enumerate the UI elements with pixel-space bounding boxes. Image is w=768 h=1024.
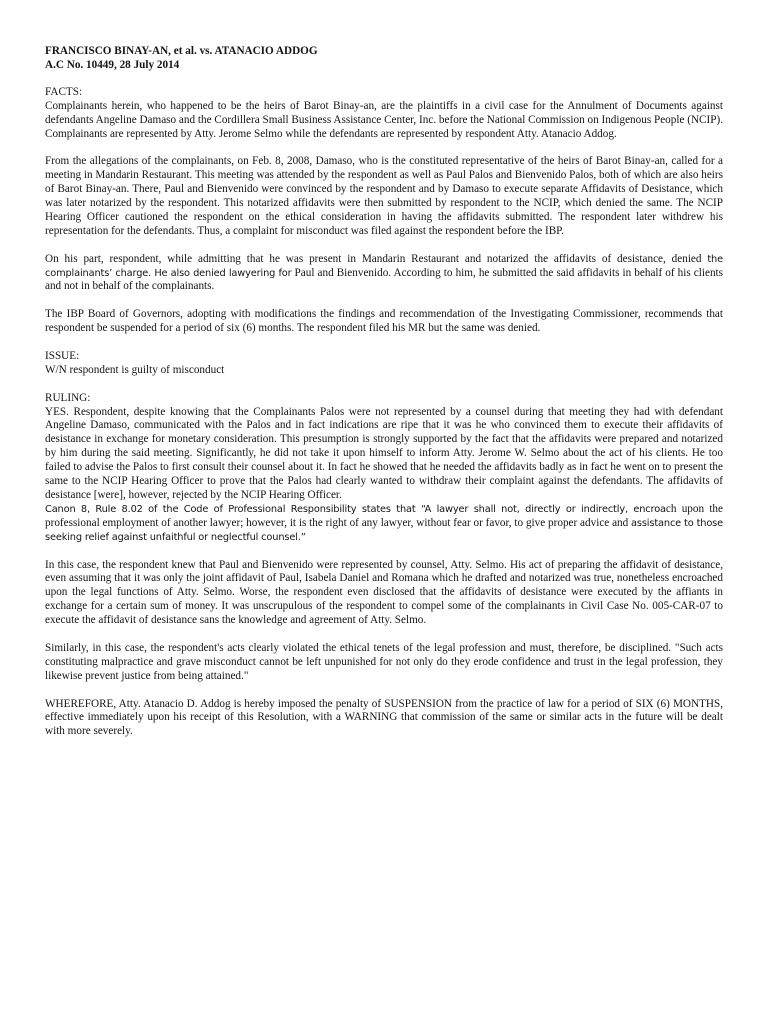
case-header [45, 45, 723, 73]
respondent-text-b: the complainants’ charge. He also denied lawyering for [45, 253, 723, 279]
ruling-heading: RULING: [45, 391, 91, 404]
ibp-paragraph: The IBP Board of Governors, adopting with modifications the findings and recommendation of the Investigating Commissioner, recommends that respondent be suspended for a period of six (6) months. The respondent filed his MR but the same was denied. [45, 308, 723, 335]
canon-text-a: Canon 8, Rule 8.02 of the Code of Professional Responsibility states that “A lawyer shall not, directly or indirectly, encroa [45, 503, 666, 515]
canon-paragraph [45, 503, 723, 545]
document-page [45, 45, 723, 753]
case-number: A.C No. 10449, 28 July 2014 [45, 58, 180, 71]
facts-paragraph-2: From the allegations of the complainants, on Feb. 8, 2008, Damaso, who is the constituted representative of the heirs of Barot Binay-an, called for a meeting in Mandarin Restaurant. This meeting was attended by the respondent as well as Paul Palos and Bienvenido Palos, both of which are also heirs of Barot Binay-an. There, Paul and Bienvenido were convinced by the respondent and by Damaso to execute separate Affidavits of Desistance, which was later notarized by the respondent. This notarized affidavits were then submitted by respondent to the NCIP, which denied the same. The NCIP Hearing Officer cautioned the respondent on the ethical consideration in having the affidavits submitted. The respondent later withdrew his representation for the defendants. Thus, a complaint for misconduct was filed against the respondent before the IBP. [45, 155, 723, 237]
canon-text-c: assistance to those seeking relief against unfaithful or neglectful counsel.” [45, 517, 723, 543]
respondent-defense-paragraph [45, 253, 723, 295]
issue-heading: ISSUE: [45, 349, 80, 362]
facts-heading: FACTS: [45, 85, 83, 98]
ruling-paragraph-2: Similarly, in this case, the respondent's acts clearly violated the ethical tenets of the legal profession and must, therefore, be disciplined. "Such acts constituting malpractice and grave misconduct cannot be left unpunished for not only do they erode confidence and trust in the legal profession, they likewise prevent justice from being attained." [45, 641, 723, 682]
case-title: FRANCISCO BINAY-AN, et al. vs. ATANACIO ADDOG [45, 45, 318, 57]
ruling-paragraph-1: In this case, the respondent knew that Paul and Bienvenido were represented by counsel, Atty. Selmo. His act of preparing the affidavit of desistance, even assuming that it was only the joint affidavit of Paul, Isabela Daniel and Romana which he drafted and notarized was true, nonetheless encroached upon the legal functions of Atty. Selmo. Worse, the respondent even disclosed that the affidavits of desistance were executed by the affiants in exchange for a certain sum of money. It was unscrupulous of the respondent to compel some of the complainants in Civil Case No. 005-CAR-07 to execute the affidavit of desistance sans the knowledge and agreement of Atty. Selmo. [45, 558, 723, 627]
ruling-main-paragraph: YES. Respondent, despite knowing that the Complainants Palos were not represented by a counsel during that meeting they had with defendant Angeline Damaso, communicated with the Palos and in fact indications are ripe that it was he who convinced them to execute their affidavits of desistance in exchange for monetary consideration. This presumption is strongly supported by the fact that the affidavits were prepared and notarized by him during the said meeting. Significantly, he did not take it upon himself to inform Atty. Jerome W. Selmo about the act of his clients. He too failed to advise the Palos to first consult their counsel about it. In fact he showed that he needed the affidavits badly as in fact he went on to present the same to the NCIP Hearing Officer to prove that the Palos had clearly wanted to withdraw their complaint against the defendants. The affidavits of desistance [were], however, rejected by the NCIP Hearing Officer. [45, 405, 723, 502]
facts-paragraph-1: Complainants herein, who happened to be the heirs of Barot Binay-an, are the plaintiffs in a civil case for the Annulment of Documents against defendants Angeline Damaso and the Cordillera Small Business Assistance Center, Inc. before the National Commission on Indigenous People (NCIP). Complainants are represented by Atty. Jerome Selmo while the defendants are represented by respondent Atty. Atanacio Addog. [45, 99, 723, 140]
canon-text-b: ch upon the professional employment of another lawyer; however, it is the right of any lawyer, without fear or favor, to give proper advice and [45, 502, 723, 529]
respondent-text-c: Paul and Bienvenido. According to him, he submitted the said affidavits in behalf of his clients and not in behalf of the complainants. [45, 266, 723, 293]
respondent-text-a: On his part, respondent, while admitting that he was present in Mandarin Restaurant and notarized the affidavits of desistance, denied [45, 252, 708, 265]
wherefore-paragraph: WHEREFORE, Atty. Atanacio D. Addog is hereby imposed the penalty of SUSPENSION from the practice of law for a period of SIX (6) MONTHS, effective immediately upon his receipt of this Resolution, with a WARNING that commission of the same or similar acts in the future will be dealt with more severely. [45, 697, 723, 738]
issue-text: W/N respondent is guilty of misconduct [45, 363, 225, 376]
